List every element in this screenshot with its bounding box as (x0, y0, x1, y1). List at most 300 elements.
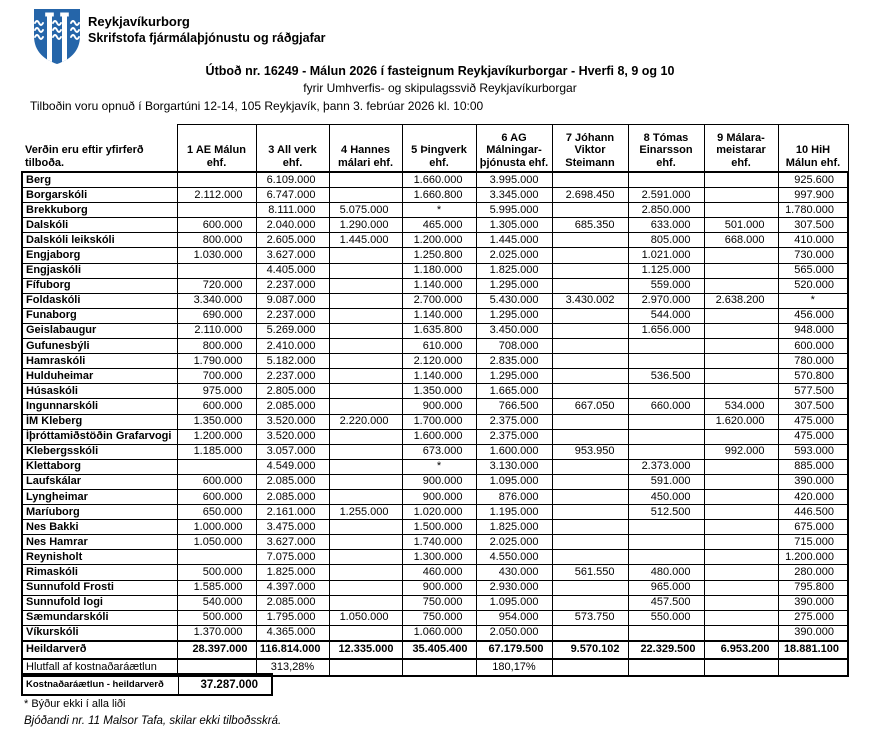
bid-cell: 1.255.000 (329, 505, 402, 520)
bid-cell: 3.057.000 (256, 444, 329, 459)
bid-cell (704, 505, 778, 520)
bid-cell (778, 659, 848, 676)
bid-cell: 2.930.000 (476, 580, 552, 595)
bid-cell: 1.125.000 (628, 263, 704, 278)
bid-cell: 1.195.000 (476, 505, 552, 520)
row-label: ÍM Kleberg (22, 414, 177, 429)
row-label: Hamraskóli (22, 354, 177, 369)
bid-cell: 307.500 (778, 399, 848, 414)
bid-cell (552, 233, 628, 248)
bid-cell: 512.500 (628, 505, 704, 520)
row-label: Heildarverð (22, 641, 177, 659)
bid-cell: 1.180.000 (402, 263, 476, 278)
bid-cell (552, 505, 628, 520)
row-label: Klebergsskóli (22, 444, 177, 459)
bid-cell: 7.075.000 (256, 550, 329, 565)
bid-cell: 1.000.000 (177, 520, 256, 535)
bid-cell (329, 444, 402, 459)
bid-cell: 1.030.000 (177, 248, 256, 263)
bid-cell: 1.445.000 (476, 233, 552, 248)
bid-cell (402, 659, 476, 676)
bid-cell (329, 459, 402, 474)
row-label: Hlutfall af kostnaðaráætlun (22, 659, 177, 676)
bid-cell (329, 429, 402, 444)
bid-cell: 2.110.000 (177, 323, 256, 338)
bid-cell (628, 535, 704, 550)
row-label: Foldaskóli (22, 293, 177, 308)
table-row (22, 580, 848, 595)
bid-cell: 520.000 (778, 278, 848, 293)
bid-cell: 1.795.000 (256, 610, 329, 625)
bidder-column-header: 4 Hannes málari ehf. (329, 125, 402, 173)
row-label: Funaborg (22, 308, 177, 323)
bid-cell (329, 172, 402, 188)
bid-cell (329, 474, 402, 489)
bidder-column-header: 5 Þingverk ehf. (402, 125, 476, 173)
bid-cell (329, 550, 402, 565)
bid-cell: 2.237.000 (256, 308, 329, 323)
row-label: Nes Hamrar (22, 535, 177, 550)
bid-cell: 2.085.000 (256, 595, 329, 610)
bid-cell (552, 520, 628, 535)
bid-cell (628, 429, 704, 444)
bid-cell (552, 384, 628, 399)
bid-cell (329, 384, 402, 399)
table-row (22, 520, 848, 535)
bid-cell: 900.000 (402, 580, 476, 595)
bid-cell: 750.000 (402, 610, 476, 625)
bid-cell: 3.450.000 (476, 323, 552, 338)
bid-table-body (22, 172, 848, 676)
bid-cell: 536.500 (628, 369, 704, 384)
footnote-bidder11: Bjóðandi nr. 11 Malsor Tafa, skilar ekki tilboðsskrá. (24, 715, 282, 727)
bid-cell: 1.295.000 (476, 308, 552, 323)
bid-cell (704, 263, 778, 278)
bid-cell: 1.700.000 (402, 414, 476, 429)
bid-cell (177, 172, 256, 188)
bid-cell: 2.085.000 (256, 399, 329, 414)
bid-cell (552, 172, 628, 188)
footnote-asterisk: * Býður ekki í alla liði (24, 698, 126, 710)
table-row (22, 218, 848, 233)
bid-cell (704, 308, 778, 323)
bid-cell (704, 188, 778, 203)
bid-cell (552, 659, 628, 676)
table-row (22, 489, 848, 504)
row-label: Hulduheimar (22, 369, 177, 384)
bid-cell (628, 339, 704, 354)
bid-cell (177, 550, 256, 565)
bid-cell: 876.000 (476, 489, 552, 504)
bidder-column-header: 6 AG Málningar-þjónusta ehf. (476, 125, 552, 173)
row-label: Íþróttamiðstöðin Grafarvogi (22, 429, 177, 444)
bid-cell: 1.790.000 (177, 354, 256, 369)
bid-cell: 1.200.000 (778, 550, 848, 565)
table-row (22, 172, 848, 188)
bid-cell: 2.025.000 (476, 535, 552, 550)
bid-cell: 28.397.000 (177, 641, 256, 659)
bid-cell: 534.000 (704, 399, 778, 414)
row-label: Húsaskóli (22, 384, 177, 399)
bid-cell: 5.182.000 (256, 354, 329, 369)
bid-cell: 1.140.000 (402, 278, 476, 293)
bid-cell: 430.000 (476, 565, 552, 580)
bid-cell: 1.500.000 (402, 520, 476, 535)
opening-info: Tilboðin voru opnuð í Borgartúni 12-14, 105 Reykjavík, þann 3. febrúar 2026 kl. 10:00 (30, 99, 484, 113)
bid-cell (628, 414, 704, 429)
bid-cell: 900.000 (402, 474, 476, 489)
bid-cell (552, 414, 628, 429)
bid-cell: 650.000 (177, 505, 256, 520)
table-row (22, 369, 848, 384)
bid-cell (628, 659, 704, 676)
bid-cell: 559.000 (628, 278, 704, 293)
table-row (22, 354, 848, 369)
bid-cell: 500.000 (177, 610, 256, 625)
table-row (22, 188, 848, 203)
bid-cell: 1.635.800 (402, 323, 476, 338)
document-title: Útboð nr. 16249 - Málun 2026 í fasteignum Reykjavíkurborgar - Hverfi 8, 9 og 10 (205, 64, 675, 78)
bid-cell (704, 384, 778, 399)
bid-cell: 5.430.000 (476, 293, 552, 308)
bid-cell (704, 172, 778, 188)
table-row (22, 535, 848, 550)
bid-cell: 730.000 (778, 248, 848, 263)
bid-cell: 1.140.000 (402, 308, 476, 323)
bid-cell: 948.000 (778, 323, 848, 338)
bid-cell (704, 550, 778, 565)
bid-cell: 280.000 (778, 565, 848, 580)
bid-cell (552, 474, 628, 489)
bid-cell: 5.075.000 (329, 203, 402, 218)
bid-cell: 8.111.000 (256, 203, 329, 218)
bid-cell: 1.370.000 (177, 625, 256, 641)
bid-cell: 3.130.000 (476, 459, 552, 474)
bid-cell: 2.025.000 (476, 248, 552, 263)
bid-cell: 1.305.000 (476, 218, 552, 233)
bid-cell: * (778, 293, 848, 308)
bid-cell: 1.095.000 (476, 595, 552, 610)
row-label: Lyngheimar (22, 489, 177, 504)
bid-cell (329, 535, 402, 550)
bid-cell: 2.410.000 (256, 339, 329, 354)
table-row (22, 429, 848, 444)
bid-cell: 780.000 (778, 354, 848, 369)
bid-cell: 390.000 (778, 595, 848, 610)
bid-cell (704, 203, 778, 218)
bid-cell: 715.000 (778, 535, 848, 550)
bid-cell (329, 520, 402, 535)
table-row (22, 505, 848, 520)
bid-cell: 1.740.000 (402, 535, 476, 550)
cost-estimate-value: 37.287.000 (179, 674, 273, 695)
table-row (22, 278, 848, 293)
bid-cell (628, 520, 704, 535)
bid-cell: 1.295.000 (476, 278, 552, 293)
bid-cell: 577.500 (778, 384, 848, 399)
bid-cell: 480.000 (628, 565, 704, 580)
bid-cell: 591.000 (628, 474, 704, 489)
bid-cell (329, 188, 402, 203)
table-row (22, 384, 848, 399)
bid-cell: 457.500 (628, 595, 704, 610)
bid-cell: 540.000 (177, 595, 256, 610)
bid-cell: 9.087.000 (256, 293, 329, 308)
bid-cell: 2.220.000 (329, 414, 402, 429)
row-label: Maríuborg (22, 505, 177, 520)
bid-cell: 9.570.102 (552, 641, 628, 659)
bid-cell: 2.237.000 (256, 369, 329, 384)
bid-cell: 4.365.000 (256, 625, 329, 641)
bid-cell (704, 595, 778, 610)
bid-cell: 3.430.002 (552, 293, 628, 308)
bid-cell: 313,28% (256, 659, 329, 676)
bid-cell: 925.600 (778, 172, 848, 188)
bid-cell: 1.200.000 (402, 233, 476, 248)
table-row (22, 233, 848, 248)
bidder-column-header: 1 AE Málun ehf. (177, 125, 256, 173)
bid-cell (704, 489, 778, 504)
bid-cell (628, 172, 704, 188)
table-row (22, 399, 848, 414)
row-label: Berg (22, 172, 177, 188)
bid-cell: 3.340.000 (177, 293, 256, 308)
bid-cell: 2.040.000 (256, 218, 329, 233)
bid-cell: 1.185.000 (177, 444, 256, 459)
bid-cell: 2.085.000 (256, 474, 329, 489)
bid-cell: 975.000 (177, 384, 256, 399)
row-label: Engjaborg (22, 248, 177, 263)
bid-cell: 1.060.000 (402, 625, 476, 641)
bid-cell: 501.000 (704, 218, 778, 233)
table-row (22, 550, 848, 565)
bid-cell (329, 595, 402, 610)
row-label: Sunnufold Frosti (22, 580, 177, 595)
bid-cell: 600.000 (177, 474, 256, 489)
bid-cell: 2.112.000 (177, 188, 256, 203)
bid-cell: 720.000 (177, 278, 256, 293)
bid-cell: 2.237.000 (256, 278, 329, 293)
bid-cell (552, 625, 628, 641)
bid-cell: 12.335.000 (329, 641, 402, 659)
bid-cell: 275.000 (778, 610, 848, 625)
bid-cell (704, 520, 778, 535)
table-row (22, 459, 848, 474)
bid-cell (552, 595, 628, 610)
bid-cell: 1.825.000 (476, 263, 552, 278)
bid-cell: 900.000 (402, 399, 476, 414)
bid-cell (552, 308, 628, 323)
bid-cell: 67.179.500 (476, 641, 552, 659)
bid-cell: 2.638.200 (704, 293, 778, 308)
bid-cell: 1.020.000 (402, 505, 476, 520)
bid-cell: 2.591.000 (628, 188, 704, 203)
bid-cell: 1.050.000 (329, 610, 402, 625)
bid-cell (329, 489, 402, 504)
bid-cell: 1.665.000 (476, 384, 552, 399)
organization-department: Skrifstofa fjármálaþjónustu og ráðgjafar (88, 31, 326, 45)
bid-cell: 465.000 (402, 218, 476, 233)
bid-cell: 1.600.000 (476, 444, 552, 459)
bidder-column-header: 3 All verk ehf. (256, 125, 329, 173)
bid-cell: 1.095.000 (476, 474, 552, 489)
bid-cell (177, 263, 256, 278)
bid-cell (704, 659, 778, 676)
bid-cell: 1.600.000 (402, 429, 476, 444)
bid-cell: 900.000 (402, 489, 476, 504)
header-row (22, 125, 848, 173)
bid-cell (552, 278, 628, 293)
bid-cell: 2.850.000 (628, 203, 704, 218)
table-row (22, 293, 848, 308)
bid-cell (329, 565, 402, 580)
bid-cell: 1.350.000 (402, 384, 476, 399)
bid-table (21, 124, 849, 677)
bid-cell (628, 550, 704, 565)
bid-cell: 1.780.000 (778, 203, 848, 218)
bid-cell (704, 429, 778, 444)
bid-cell (704, 610, 778, 625)
bid-cell (552, 354, 628, 369)
table-row (22, 203, 848, 218)
bid-cell: 992.000 (704, 444, 778, 459)
organization-name: Reykjavíkurborg (88, 14, 190, 29)
row-label: Nes Bakki (22, 520, 177, 535)
bid-cell: 2.835.000 (476, 354, 552, 369)
row-label: Laufskálar (22, 474, 177, 489)
bid-cell: 4.550.000 (476, 550, 552, 565)
bid-cell (704, 339, 778, 354)
table-row (22, 444, 848, 459)
bid-cell: 2.805.000 (256, 384, 329, 399)
table-row (22, 610, 848, 625)
bid-cell (704, 369, 778, 384)
bid-cell: 675.000 (778, 520, 848, 535)
row-label: Klettaborg (22, 459, 177, 474)
bid-cell: 2.375.000 (476, 429, 552, 444)
bid-cell (552, 580, 628, 595)
bid-cell (628, 444, 704, 459)
row-label: Engjaskóli (22, 263, 177, 278)
bid-cell: 2.698.450 (552, 188, 628, 203)
bid-cell: 997.900 (778, 188, 848, 203)
bid-cell: 1.825.000 (476, 520, 552, 535)
bid-cell (552, 535, 628, 550)
bid-cell (552, 263, 628, 278)
bid-cell (329, 625, 402, 641)
bid-cell (704, 278, 778, 293)
row-label: Ingunnarskóli (22, 399, 177, 414)
row-label: Fífuborg (22, 278, 177, 293)
cost-estimate-table (21, 673, 273, 696)
table-row (22, 339, 848, 354)
bid-cell (329, 399, 402, 414)
bid-cell: 1.021.000 (628, 248, 704, 263)
bid-cell: 2.605.000 (256, 233, 329, 248)
bid-cell: 750.000 (402, 595, 476, 610)
bid-cell (552, 369, 628, 384)
bid-cell: 1.656.000 (628, 323, 704, 338)
bid-cell: 1.050.000 (177, 535, 256, 550)
bid-cell: 700.000 (177, 369, 256, 384)
bid-cell: 180,17% (476, 659, 552, 676)
bid-cell: 685.350 (552, 218, 628, 233)
bid-cell: 475.000 (778, 414, 848, 429)
bid-cell (628, 625, 704, 641)
bid-cell: 1.350.000 (177, 414, 256, 429)
bid-cell: 633.000 (628, 218, 704, 233)
table-row (22, 308, 848, 323)
bid-cell: 610.000 (402, 339, 476, 354)
bid-cell (628, 384, 704, 399)
bid-cell (704, 323, 778, 338)
bid-cell: 460.000 (402, 565, 476, 580)
bid-cell: 953.950 (552, 444, 628, 459)
bid-cell: 1.200.000 (177, 429, 256, 444)
bid-cell: 475.000 (778, 429, 848, 444)
bid-cell: 965.000 (628, 580, 704, 595)
bid-cell: 800.000 (177, 233, 256, 248)
bid-cell: 1.300.000 (402, 550, 476, 565)
row-label: Geislabaugur (22, 323, 177, 338)
row-label: Borgarskóli (22, 188, 177, 203)
bid-cell: 3.475.000 (256, 520, 329, 535)
table-row (22, 641, 848, 659)
bid-cell: 390.000 (778, 625, 848, 641)
bid-cell (552, 429, 628, 444)
bid-cell (552, 459, 628, 474)
bid-cell: 600.000 (177, 399, 256, 414)
bid-cell (552, 203, 628, 218)
bid-cell: 4.549.000 (256, 459, 329, 474)
bid-cell: 4.405.000 (256, 263, 329, 278)
bid-cell: 3.520.000 (256, 414, 329, 429)
bid-cell: 668.000 (704, 233, 778, 248)
bid-cell (704, 248, 778, 263)
bid-cell (704, 565, 778, 580)
bid-cell: 800.000 (177, 339, 256, 354)
bid-cell (329, 248, 402, 263)
bid-cell: 954.000 (476, 610, 552, 625)
bidder-column-header: 10 HiH Málun ehf. (778, 125, 848, 173)
bid-cell: 805.000 (628, 233, 704, 248)
bid-cell: 690.000 (177, 308, 256, 323)
bid-cell: 18.881.100 (778, 641, 848, 659)
table-row (22, 323, 848, 338)
bid-cell: 116.814.000 (256, 641, 329, 659)
bid-cell: 22.329.500 (628, 641, 704, 659)
bid-cell: 708.000 (476, 339, 552, 354)
bid-cell: 667.050 (552, 399, 628, 414)
bid-cell: 4.397.000 (256, 580, 329, 595)
bid-cell: 660.000 (628, 399, 704, 414)
bid-cell (704, 474, 778, 489)
bid-cell (329, 354, 402, 369)
bid-cell: 1.250.800 (402, 248, 476, 263)
cost-estimate-row (22, 674, 272, 695)
bid-cell: 500.000 (177, 565, 256, 580)
bid-cell: 3.995.000 (476, 172, 552, 188)
bidder-column-header: 9 Málara-meistarar ehf. (704, 125, 778, 173)
bid-cell: 1.660.000 (402, 172, 476, 188)
bid-cell (329, 293, 402, 308)
table-row (22, 625, 848, 641)
bid-cell: 550.000 (628, 610, 704, 625)
bid-cell: 1.295.000 (476, 369, 552, 384)
bid-cell: 885.000 (778, 459, 848, 474)
bid-cell (329, 580, 402, 595)
bid-cell: 5.269.000 (256, 323, 329, 338)
